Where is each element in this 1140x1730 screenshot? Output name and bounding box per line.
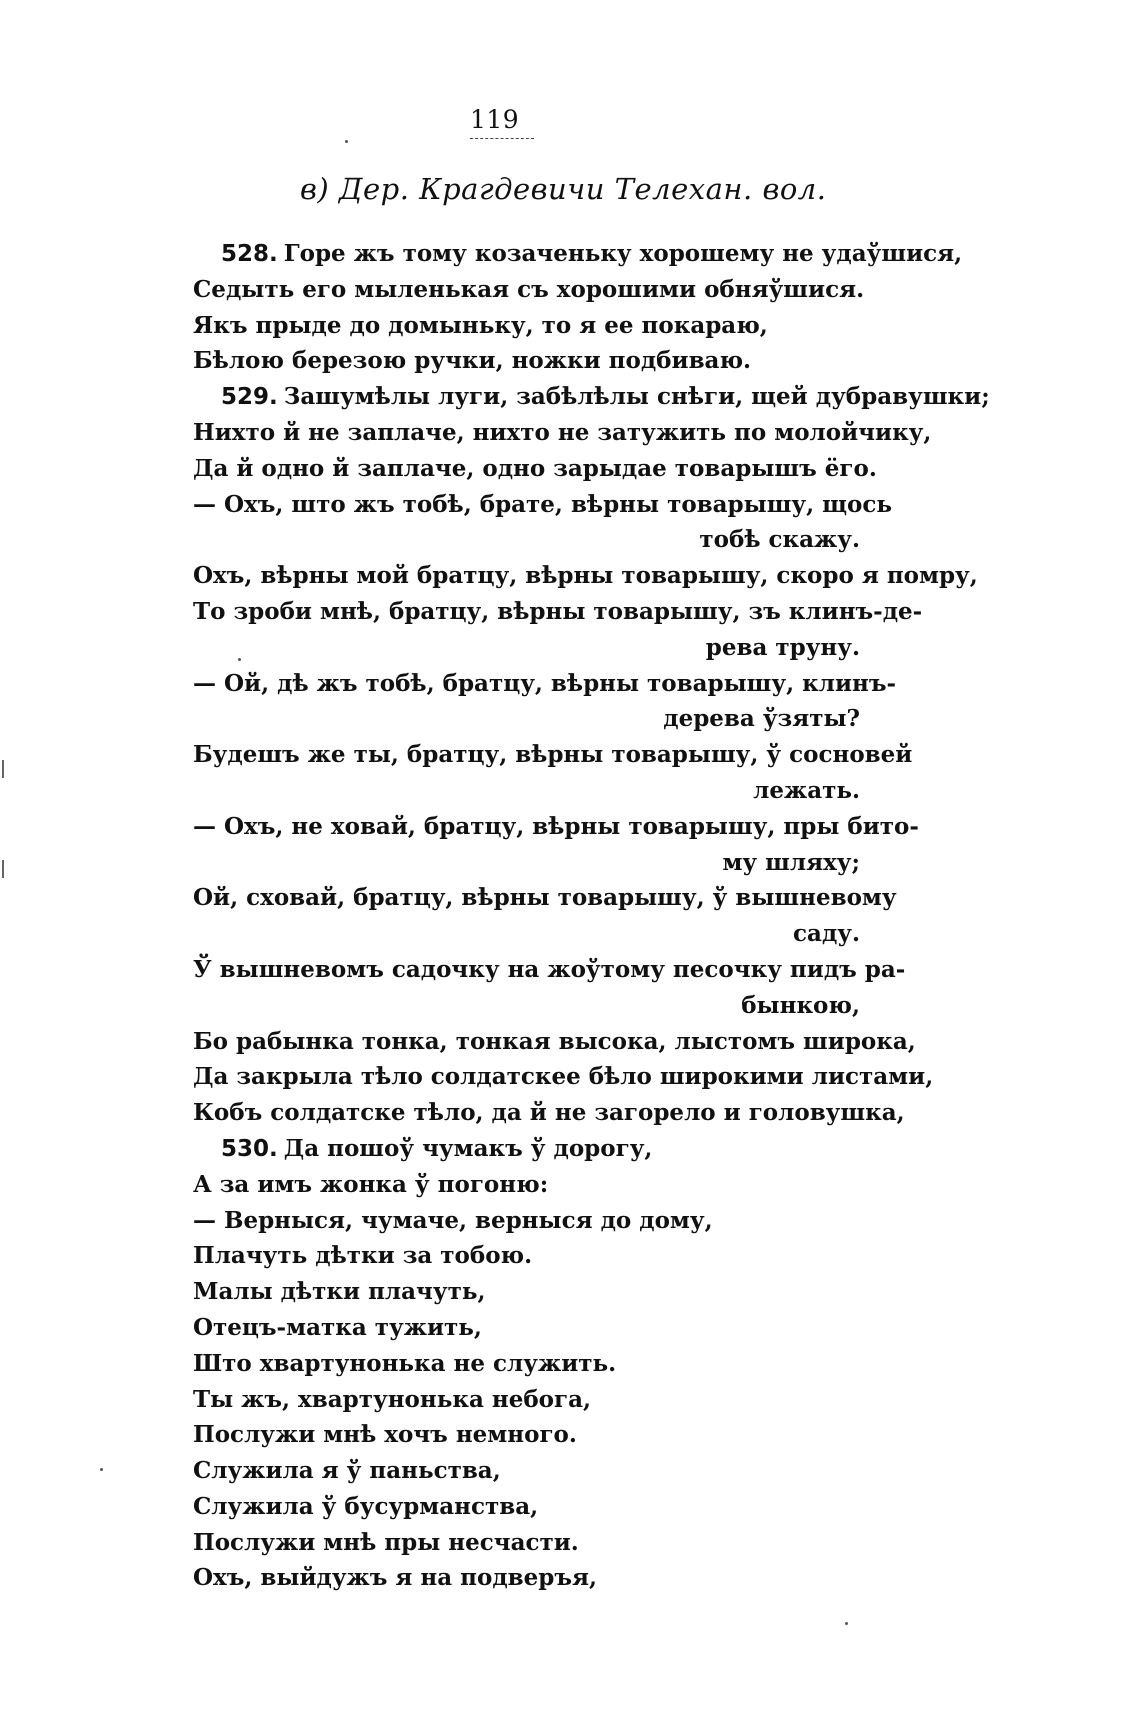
song-530-line: Отецъ-матка тужить, [193,1313,482,1341]
song-530-line: Ты жъ, хвартунонька небога, [193,1385,592,1413]
song-529-line: 529. Зашумѣлы луги, забѣлѣлы снѣги, щей дубравушки; [221,383,990,411]
song-529-line: Кобъ солдатске тѣло, да й не загорело и головушка, [193,1099,905,1127]
song-529-line-continuation: рева труну. [705,633,860,661]
text-body [193,236,990,1596]
song-530-line: 530. Да пошоў чумакъ ў дорогу, [221,1134,653,1162]
song-530-line: Плачуть дѣтки за тобою. [193,1242,533,1270]
song-529-line: Да закрыла тѣло солдатскее бѣло широкими листами, [193,1063,934,1091]
song-529-line-continuation: му шляху; [722,848,860,876]
scan-edge-mark [2,860,4,878]
song-number: 530. [221,1135,278,1162]
scan-speck [100,1468,103,1471]
song-529-line: Охъ, вѣрны мой братцу, вѣрны товарышу, скоро я помру, [193,562,978,590]
song-528-line: Седыть его мыленькая съ хорошими обняўшися. [193,275,865,303]
scan-speck [238,658,241,661]
song-528-line: 528. Горе жъ тому козаченьку хорошему не удаўшися, [221,240,963,267]
song-529-line-continuation: дерева ўзяты? [663,705,860,733]
scan-edge-mark [2,760,4,778]
song-529-line-continuation: лежать. [753,776,860,804]
song-530-line: А за имъ жонка ў погоню: [193,1170,549,1198]
song-number: 528. [221,241,278,267]
song-529-line: Ў вышневомъ садочку на жоўтому песочку пидъ ра- [193,955,906,983]
song-530-line: Послужи мнѣ хочъ немного. [193,1421,577,1449]
song-529-line: — Охъ, не ховай, братцу, вѣрны товарышу, пры бито- [193,812,919,840]
scan-speck [845,1622,848,1625]
page-number-rule [470,138,534,139]
song-530-line: Служила ў бусурманства, [193,1492,539,1520]
song-529-line: Ой, сховай, братцу, вѣрны товарышу, ў вышневому [193,884,897,912]
page-number: 119 [470,105,520,134]
song-528-line: Якъ прыде до домыньку, то я ее покараю, [193,311,768,339]
song-528-line: Бѣлою березою ручки, ножки подбиваю. [193,347,752,375]
song-530-line: Малы дѣтки плачуть, [193,1278,486,1306]
song-529-line: Бо рабынка тонка, тонкая высока, лыстомъ широка, [193,1027,916,1055]
scan-speck [345,140,348,143]
song-530-line: Послужи мнѣ пры несчасти. [193,1528,579,1556]
song-529-line: Нихто й не заплаче, нихто не затужить по молойчику, [193,418,932,446]
song-530-line: Што хвартунонька не служить. [193,1349,617,1377]
song-529-line: — Ой, дѣ жъ тобѣ, братцу, вѣрны товарышу, клинъ- [193,669,897,697]
song-529-line-continuation: тобѣ скажу. [699,526,860,554]
song-529-line-continuation: саду. [793,920,860,948]
song-529-line-continuation: бынкою, [741,991,860,1019]
song-529-line: Да й одно й заплаче, одно зарыдае товарышъ ёго. [193,454,877,482]
song-529-line: Будешъ же ты, братцу, вѣрны товарышу, ў сосновей [193,741,913,769]
song-530-line: Охъ, выйдужъ я на подверъя, [193,1564,598,1592]
song-number: 529. [221,384,278,411]
section-heading: в) Дер. Крагдевичи Телехан. вол. [300,172,827,206]
song-530-line: — Верныся, чумаче, верныся до дому, [193,1206,713,1234]
song-529-line: То зроби мнѣ, братцу, вѣрны товарышу, зъ клинъ-де- [193,597,923,625]
song-530-line: Служила я ў паньства, [193,1457,501,1485]
song-529-line: — Охъ, што жъ тобѣ, брате, вѣрны товарышу, щось [193,490,892,518]
